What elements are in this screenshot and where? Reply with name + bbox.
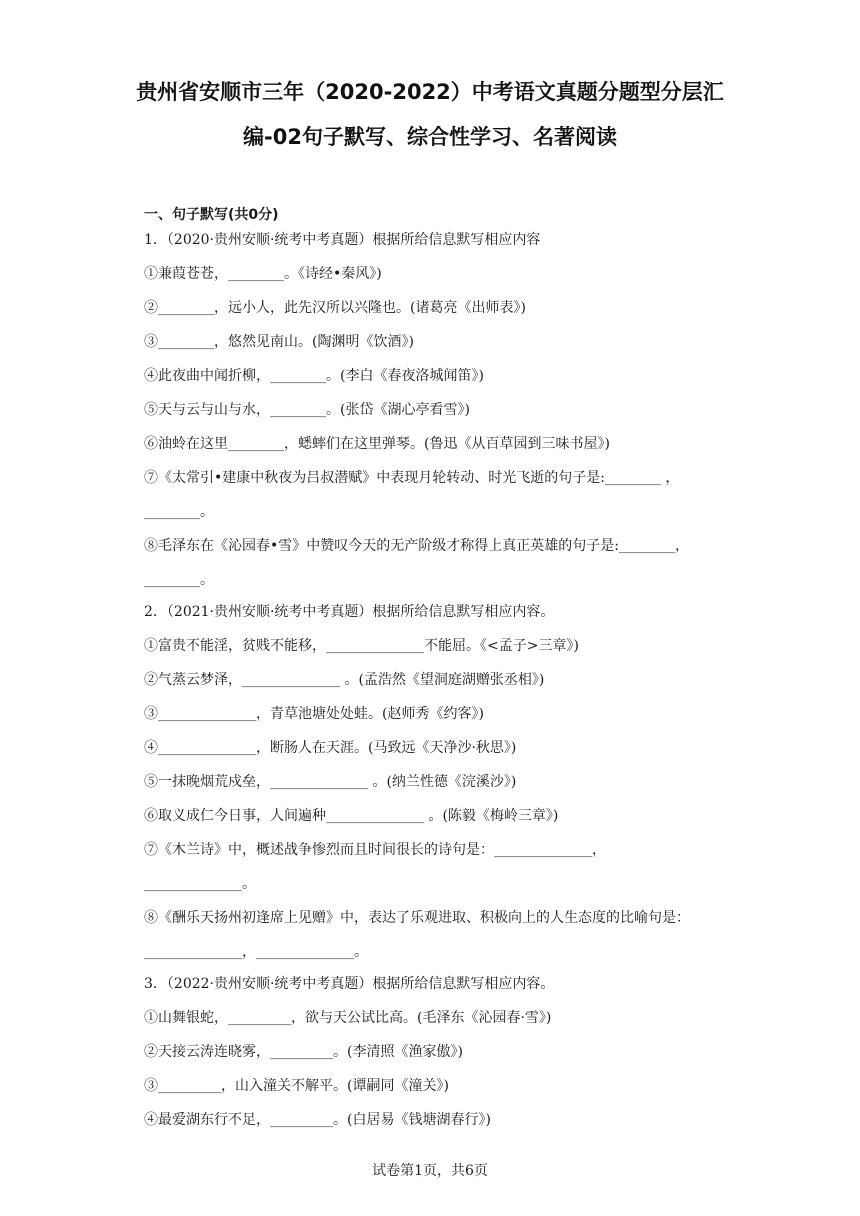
question-2-item-1: ①富贵不能淫，贫贱不能移，______________不能屈。《<孟子>三章》) (144, 638, 579, 654)
question-3-item-3: ③_________，山入潼关不解平。(谭嗣同《潼关》) (144, 1078, 449, 1094)
question-1-item-2: ②________，远小人，此先汉所以兴隆也。(诸葛亮《出师表》) (144, 300, 526, 316)
question-1-item-6: ⑥油蛉在这里________，蟋蟀们在这里弹琴。(鲁迅《从百草园到三味书屋》) (144, 436, 610, 452)
question-1-stem: 1．（2020·贵州安顺·统考中考真题）根据所给信息默写相应内容 (144, 232, 541, 248)
question-1-item-3: ③________，悠然见南山。(陶渊明《饮酒》) (144, 334, 414, 350)
question-2-item-4: ④______________，断肠人在天涯。(马致远《天净沙·秋思》) (144, 740, 517, 756)
question-3-item-1: ①山舞银蛇，_________，欲与天公试比高。(毛泽东《沁园春·雪》) (144, 1010, 552, 1026)
question-1-item-7: ⑦《太常引•建康中秋夜为吕叔潜赋》中表现月轮转动、时光飞逝的句子是:________ ， (144, 470, 680, 486)
question-2-item-7-cont: ______________。 (144, 876, 256, 892)
question-1-item-7-cont: ________。 (144, 504, 214, 520)
question-2-item-7: ⑦《木兰诗》中，概述战争惨烈而且时间很长的诗句是：______________， (144, 842, 606, 858)
question-2-item-8: ⑧《酬乐天扬州初逢席上见赠》中，表达了乐观进取、积极向上的人生态度的比喻句是： (144, 910, 690, 926)
question-1-item-8: ⑧毛泽东在《沁园春•雪》中赞叹今天的无产阶级才称得上真正英雄的句子是:________， (144, 538, 689, 554)
question-1-item-5: ⑤天与云与山与水，________。(张岱《湖心亭看雪》) (144, 402, 470, 418)
question-3-item-4: ④最爱湖东行不足，_________。(白居易《钱塘湖春行》) (144, 1112, 491, 1128)
question-2-item-6: ⑥取义成仁今日事，人间遍种______________ 。(陈毅《梅岭三章》) (144, 808, 559, 824)
question-1-item-1: ①兼葭苍苍，________。《诗经•秦风》) (144, 266, 382, 282)
page-footer: 试卷第1页，共6页 (372, 1163, 488, 1179)
question-3-stem: 3．（2022·贵州安顺·统考中考真题）根据所给信息默写相应内容。 (144, 976, 555, 992)
document-title-line-2: 编-02句子默写、综合性学习、名著阅读 (243, 125, 617, 149)
question-3-item-2: ②天接云涛连晓雾，_________。(李清照《渔家傲》) (144, 1044, 463, 1060)
question-2-stem: 2．（2021·贵州安顺·统考中考真题）根据所给信息默写相应内容。 (144, 604, 555, 620)
question-1-item-8-cont: ________。 (144, 572, 214, 588)
question-2-item-3: ③______________，青草池塘处处蛙。(赵师秀《约客》) (144, 706, 484, 722)
question-2-item-8-cont: ______________，______________。 (144, 944, 368, 960)
document-title-line-1: 贵州省安顺市三年（2020-2022）中考语文真题分题型分层汇 (136, 80, 724, 104)
section-heading: 一、句子默写(共0分) (144, 207, 279, 223)
question-2-item-5: ⑤一抹晚烟荒戍垒，______________ 。(纳兰性德《浣溪沙》) (144, 774, 517, 790)
question-2-item-2: ②气蒸云梦泽，______________ 。(孟浩然《望洞庭湖赠张丞相》) (144, 672, 545, 688)
question-1-item-4: ④此夜曲中闻折柳，________。(李白《春夜洛城闻笛》) (144, 368, 484, 384)
